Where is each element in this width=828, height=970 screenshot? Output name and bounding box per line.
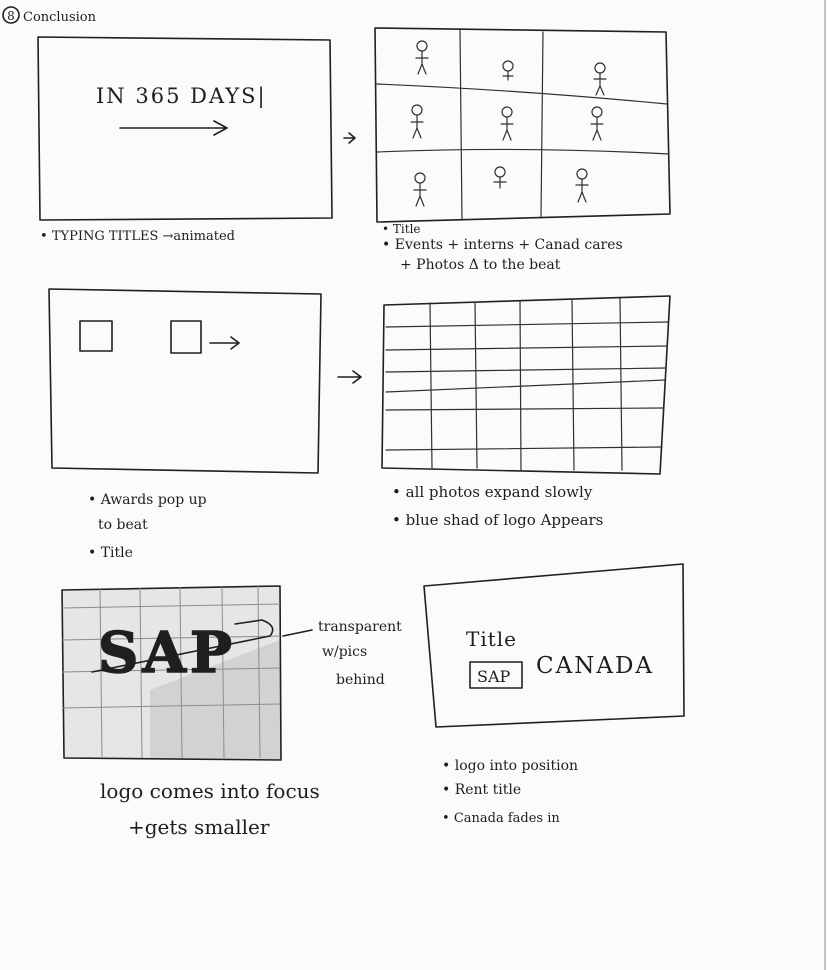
- section-title: Conclusion: [23, 10, 96, 25]
- panel-6-frame: [424, 564, 684, 727]
- logo-text: SAP: [98, 620, 236, 686]
- panel-3-frame: [49, 289, 321, 473]
- panel-3: [49, 289, 321, 561]
- panel-5-note-1: logo comes into focus: [100, 779, 320, 803]
- panel-2-note-3: + Photos Δ to the beat: [400, 257, 561, 273]
- grid-line: [377, 84, 667, 104]
- award-box-2: [171, 321, 201, 353]
- country-text: CANADA: [536, 653, 654, 679]
- transition-arrow-2: [338, 371, 361, 383]
- panel-4-note-1: • all photos expand slowly: [392, 483, 593, 501]
- callout-line: [283, 630, 312, 636]
- final-title-text: Title: [466, 627, 518, 651]
- panel-5-note-2: +gets smaller: [128, 815, 270, 839]
- side-note-2: w/pics: [322, 644, 368, 660]
- typed-title-text: IN 365 DAYS|: [96, 84, 267, 108]
- final-logo-text: SAP: [477, 667, 511, 686]
- panel-2-frame: [375, 28, 670, 222]
- panel-3-note-3: • Title: [88, 545, 133, 561]
- side-note-1: transparent: [318, 619, 402, 635]
- side-note-3: behind: [336, 672, 385, 688]
- panel-6: [424, 564, 684, 826]
- grid-line: [377, 149, 669, 154]
- section-header: [3, 7, 97, 25]
- grid-line: [460, 30, 462, 220]
- panel-3-note-2: to beat: [98, 517, 148, 533]
- panel-2: [375, 28, 670, 273]
- panel-4: [382, 296, 670, 529]
- panel-3-note-1: • Awards pop up: [88, 492, 207, 508]
- panel-2-note-2: • Events + interns + Canad cares: [382, 237, 623, 253]
- panel-6-note-2: • Rent title: [442, 782, 522, 798]
- grid-line: [541, 32, 543, 218]
- panel-1-note: • TYPING TITLES →animated: [40, 229, 235, 244]
- transition-arrow-1: [344, 133, 355, 143]
- panel-6-note-1: • logo into position: [442, 758, 579, 774]
- panel-5: [62, 586, 402, 839]
- award-box-1: [80, 321, 112, 351]
- dancer-figures: [411, 41, 606, 206]
- photo-grid-lines: [386, 298, 668, 470]
- panel-4-note-2: • blue shad of logo Appears: [392, 511, 604, 529]
- panel-6-note-3: • Canada fades in: [442, 811, 560, 826]
- panel-1: [38, 37, 332, 244]
- section-number: 8: [7, 9, 15, 23]
- panel-2-note-1: • Title: [382, 222, 421, 236]
- motion-arrow: [120, 121, 227, 135]
- award-arrow: [210, 337, 239, 349]
